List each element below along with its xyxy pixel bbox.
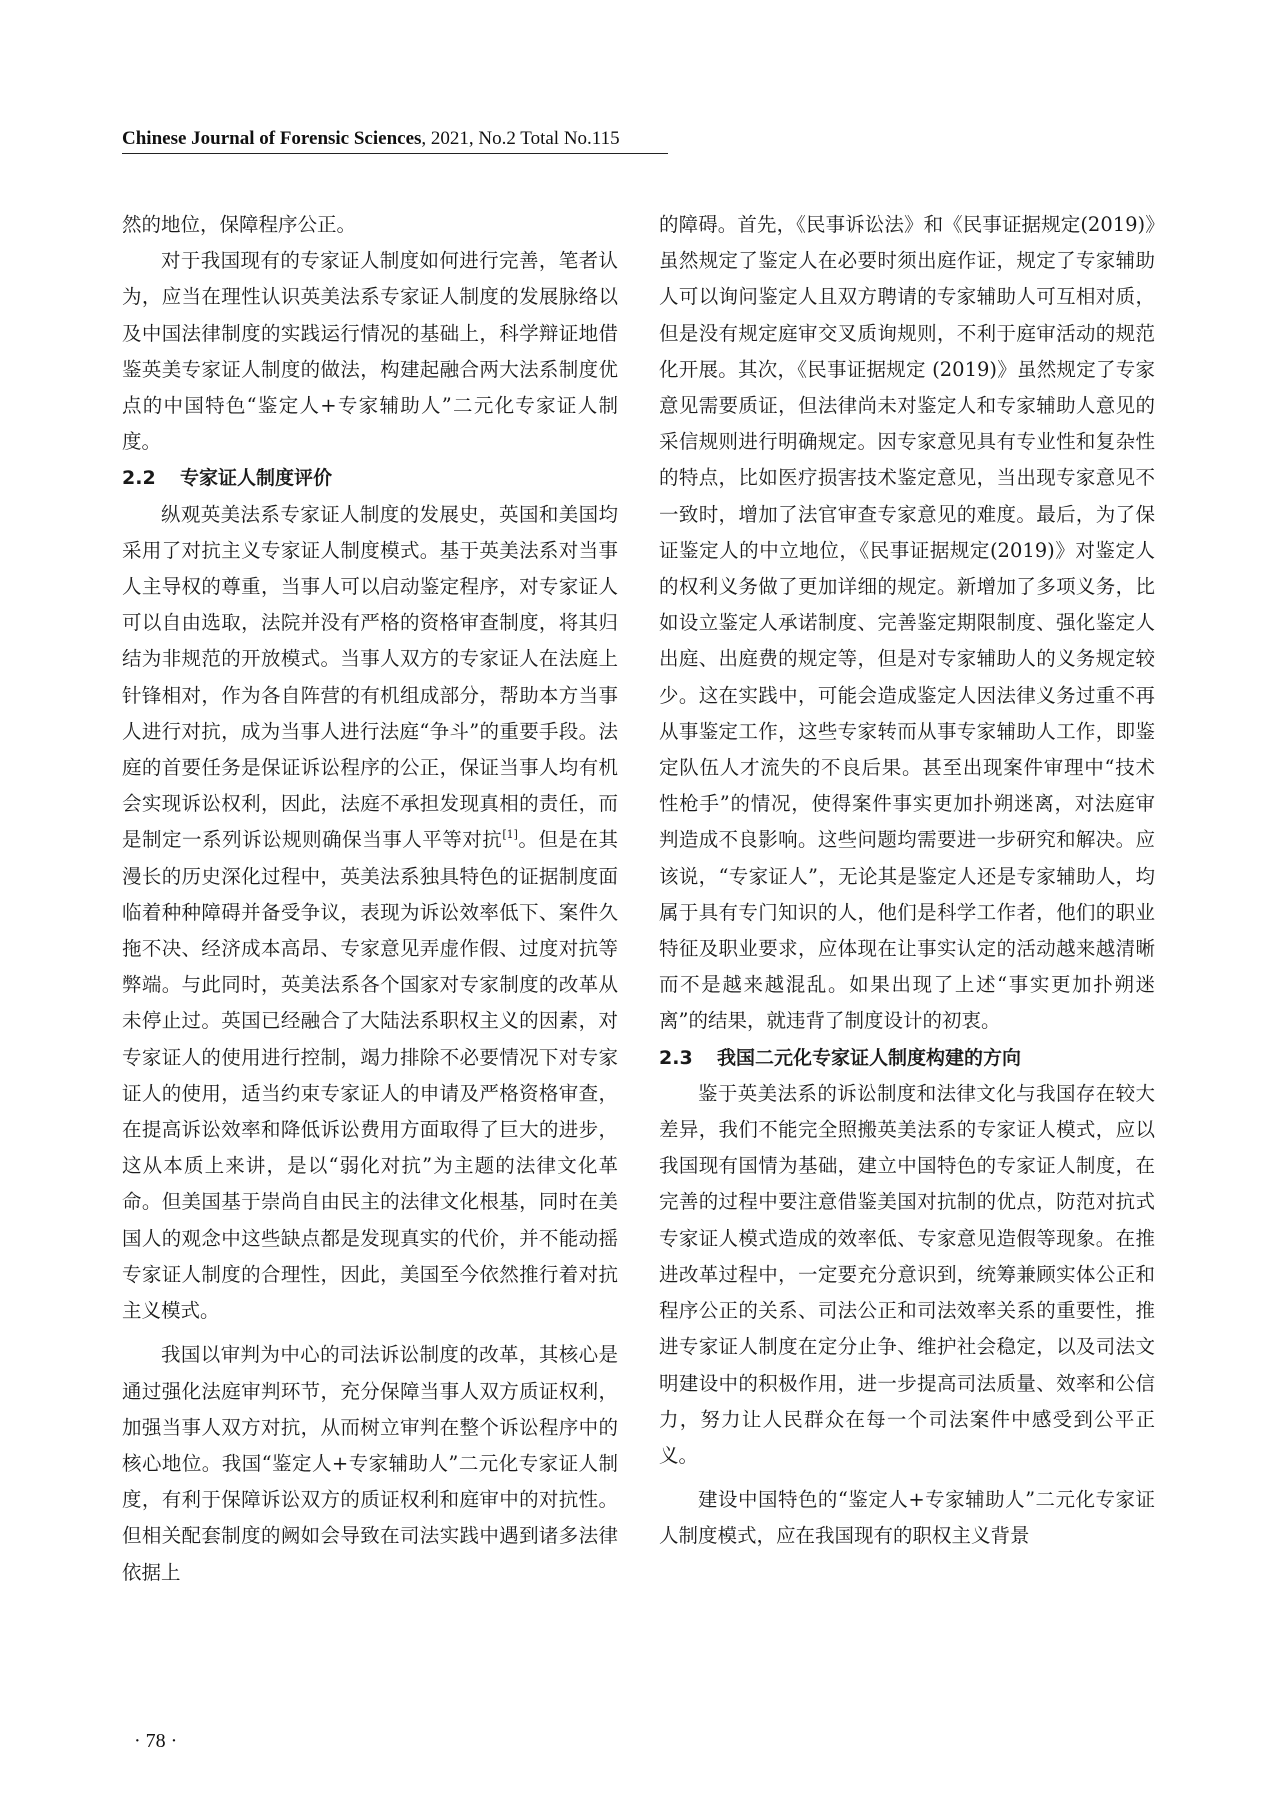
paragraph-gap xyxy=(659,1474,1155,1482)
paragraph: 然的地位，保障程序公正。 xyxy=(122,213,357,236)
page-number: · 78 · xyxy=(134,1730,178,1752)
paragraph-text: 。但是在其漫长的历史深化过程中，英美法系独具特色的证据制度面临着种种障碍并备受争议，表现为诉讼效率低下、案件久拖不决、经济成本高昂、专家意见弄虚作假、过度对抗等弊端。与此同时，英美法系各个国家对专家制度的改革从未停止过。英国已经融合了大陆法系职权主义的因素，对专家证人的使用进行控制，竭力排除不必要情况下对专家证人的使用，适当约束专家证人的申请及严格资格审查，在提高诉讼效率和降低诉讼费用方面取得了巨大的进步，这从本质上来讲，是以“弱化对抗”为主题的法律文化革命。但美国基于崇尚自由民主的法律文化根基，同时在美国人的观念中这些缺点都是发现真实的代价，并不能动摇专家证人制度的合理性，因此，美国至今依然推行着对抗主义模式。 xyxy=(122,828,618,1323)
paragraph xyxy=(122,497,618,1330)
left-column xyxy=(122,207,618,1591)
section-heading-2-2 xyxy=(122,460,618,496)
header-rule xyxy=(122,153,668,154)
paragraph-gap xyxy=(122,1329,618,1337)
running-header xyxy=(122,128,620,150)
journal-title: Chinese Journal of Forensic Sciences xyxy=(122,128,422,149)
paragraph: 鉴于英美法系的诉讼制度和法律文化与我国存在较大差异，我们不能完全照搬英美法系的专家证人模式，应以我国现有国情为基础，建立中国特色的专家证人制度，在完善的过程中要注意借鉴美国对抗制的优点，防范对抗式专家证人模式造成的效率低、专家意见造假等现象。在推进改革过程中，一定要充分意识到，统筹兼顾实体公正和程序公正的关系、司法公正和司法效率关系的重要性，推进专家证人制度在定分止争、维护社会稳定，以及司法文明建设中的积极作用，进一步提高司法质量、效率和公信力，努力让人民群众在每一个司法案件中感受到公平正义。 xyxy=(659,1081,1155,1467)
section-heading-2-3 xyxy=(659,1040,1155,1076)
paragraph: 对于我国现有的专家证人制度如何进行完善，笔者认为，应当在理性认识英美法系专家证人制度的发展脉络以及中国法律制度的实践运行情况的基础上，科学辩证地借鉴英美专家证人制度的做法，构建起融合两大法系制度优点的中国特色“鉴定人+专家辅助人”二元化专家证人制度。 xyxy=(122,249,618,454)
section-number: 2.2 xyxy=(122,467,156,490)
paragraph-text: 纵观英美法系专家证人制度的发展史，英国和美国均采用了对抗主义专家证人制度模式。基于英美法系对当事人主导权的尊重，当事人可以启动鉴定程序，对专家证人可以自由选取，法院并没有严格的资格审查制度，将其归结为非规范的开放模式。当事人双方的专家证人在法庭上针锋相对，作为各自阵营的有机组成部分，帮助本方当事人进行对抗，成为当事人进行法庭“争斗”的重要手段。法庭的首要任务是保证诉讼程序的公正，保证当事人均有机会实现诉讼权利，因此，法庭不承担发现真相的责任，而是制定一系列诉讼规则确保当事人平等对抗 xyxy=(122,502,618,852)
paragraph: 我国以审判为中心的司法诉讼制度的改革，其核心是通过强化法庭审判环节，充分保障当事人双方质证权利，加强当事人双方对抗，从而树立审判在整个诉讼程序中的核心地位。我国“鉴定人+专家辅助人”二元化专家证人制度，有利于保障诉讼双方的质证权利和庭审中的对抗性。但相关配套制度的阙如会导致在司法实践中遇到诸多法律依据上 xyxy=(122,1343,618,1584)
section-title: 我国二元化专家证人制度构建的方向 xyxy=(717,1046,1022,1069)
section-number: 2.3 xyxy=(659,1046,693,1069)
citation-ref: [1] xyxy=(502,828,518,842)
issue-info: , 2021, No.2 Total No.115 xyxy=(421,128,620,149)
paragraph: 的障碍。首先，《民事诉讼法》和《民事证据规定(2019)》虽然规定了鉴定人在必要时须出庭作证，规定了专家辅助人可以询问鉴定人且双方聘请的专家辅助人可互相对质，但是没有规定庭审交叉质询规则，不利于庭审活动的规范化开展。其次，《民事证据规定 (2019)》虽然规定了专家意见需要质证，但法律尚未对鉴定人和专家辅助人意见的采信规则进行明确规定。因专家意见具有专业性和复杂性的特点，比如医疗损害技术鉴定意见，当出现专家意见不一致时，增加了法官审查专家意见的难度。最后，为了保证鉴定人的中立地位，《民事证据规定(2019)》对鉴定人的权利义务做了更加详细的规定。新增加了多项义务，比如设立鉴定人承诺制度、完善鉴定期限制度、强化鉴定人出庭、出庭费的规定等，但是对专家辅助人的义务规定较少。这在实践中，可能会造成鉴定人因法律义务过重不再从事鉴定工作，这些专家转而从事专家辅助人工作，即鉴定队伍人才流失的不良后果。甚至出现案件审理中“技术性枪手”的情况，使得案件事实更加扑朔迷离，对法庭审判造成不良影响。这些问题均需要进一步研究和解决。应该说，“专家证人”，无论其是鉴定人还是专家辅助人，均属于具有专门知识的人，他们是科学工作者，他们的职业特征及职业要求，应体现在让事实认定的活动越来越清晰而不是越来越混乱。如果出现了上述“事实更加扑朔迷离”的结果，就违背了制度设计的初衷。 xyxy=(659,213,1155,1033)
right-column xyxy=(659,207,1155,1555)
paragraph: 建设中国特色的“鉴定人+专家辅助人”二元化专家证人制度模式，应在我国现有的职权主义背景 xyxy=(659,1488,1155,1548)
section-title: 专家证人制度评价 xyxy=(180,467,333,490)
